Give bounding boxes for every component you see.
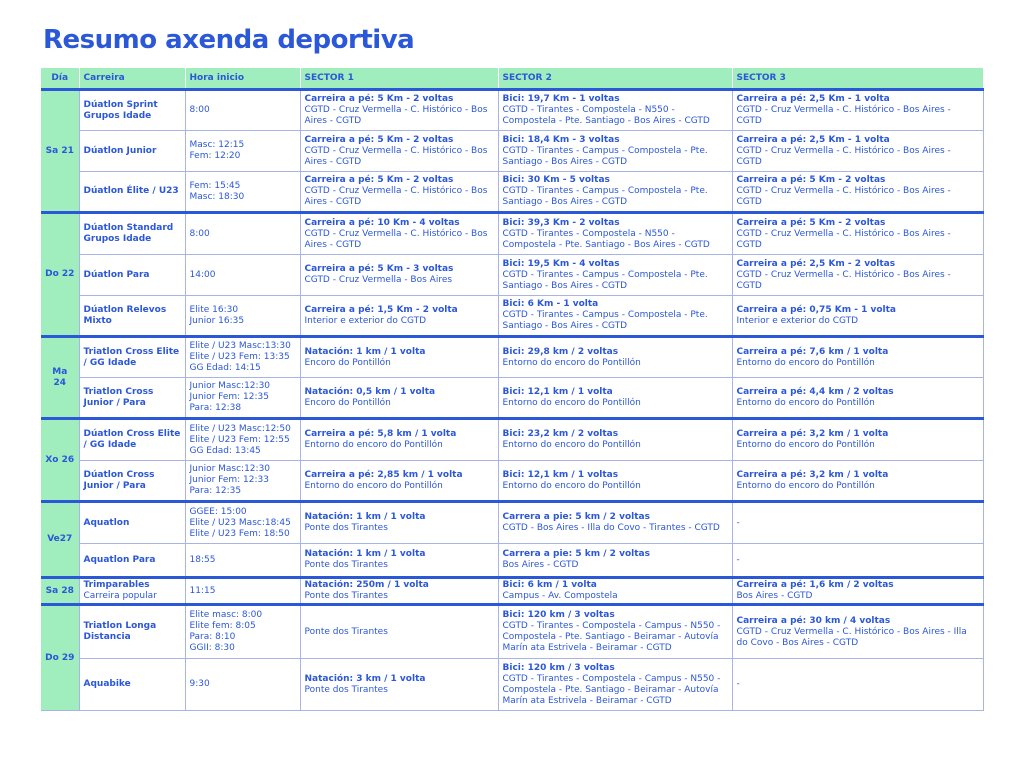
race-cell bbox=[79, 213, 185, 255]
table-row bbox=[41, 172, 983, 213]
sector-title: Natación: 1 km / 1 volta bbox=[304, 346, 426, 357]
sector-detail: CGTD - Cruz Vermella - Bos Aires bbox=[304, 275, 453, 285]
table-row bbox=[41, 131, 983, 172]
sector-title: Carreira a pé: 2,5 Km - 1 volta bbox=[736, 94, 890, 104]
sector-3-cell bbox=[732, 296, 983, 337]
sector-2-cell bbox=[498, 461, 732, 502]
sector-1-cell bbox=[300, 544, 498, 578]
table-row bbox=[41, 502, 983, 544]
sector-title: Bici: 30 Km - 5 voltas bbox=[502, 175, 610, 185]
start-time-cell: 8:00 bbox=[185, 213, 300, 255]
sector-detail: Entorno do encoro do Pontillón bbox=[502, 480, 641, 491]
sector-detail: CGTD - Tirantes - Campus - Compostela - Pte. Santiago - Bos Aires - CGTD bbox=[502, 186, 708, 207]
start-time-cell: 18:55 bbox=[185, 544, 300, 578]
sector-3-cell bbox=[732, 337, 983, 378]
sector-3-cell bbox=[732, 255, 983, 296]
table-row bbox=[41, 337, 983, 378]
table-row bbox=[41, 90, 983, 131]
sector-1-cell bbox=[300, 502, 498, 544]
table-row bbox=[41, 419, 983, 461]
race-cell bbox=[79, 255, 185, 296]
start-time-cell: 11:15 bbox=[185, 578, 300, 605]
start-time-cell: Masc: 12:15 Fem: 12:20 bbox=[185, 131, 300, 172]
race-name: Dúatlon Cross Junior / Para bbox=[83, 469, 155, 491]
race-cell bbox=[79, 502, 185, 544]
sector-detail: - bbox=[736, 679, 740, 689]
start-time-cell: Elite 16:30 Junior 16:35 bbox=[185, 296, 300, 337]
sector-3-cell bbox=[732, 502, 983, 544]
sector-detail: CGTD - Cruz Vermella - C. Histórico - Bos Aires - CGTD bbox=[304, 145, 488, 167]
start-time-cell: Elite / U23 Masc:12:50 Elite / U23 Fem: 12:55 GG Edad: 13:45 bbox=[185, 419, 300, 461]
sector-2-cell bbox=[498, 172, 732, 213]
start-time-cell: 8:00 bbox=[185, 90, 300, 131]
sector-1-cell bbox=[300, 255, 498, 296]
sector-title: Carreira a pé: 5 Km - 3 voltas bbox=[304, 264, 454, 274]
start-time-cell: Elite / U23 Masc:13:30 Elite / U23 Fem: 13:35 GG Edad: 14:15 bbox=[185, 337, 300, 378]
race-cell bbox=[79, 378, 185, 419]
sector-title: Carreira a pé: 5 Km - 2 voltas bbox=[304, 175, 454, 185]
day-cell: Do 22 bbox=[41, 213, 79, 337]
sector-title: Bici: 6 Km - 1 volta bbox=[502, 299, 599, 309]
header-sector-2: SECTOR 2 bbox=[498, 68, 732, 90]
sector-title: Carreira a pé: 2,5 Km - 2 voltas bbox=[736, 258, 896, 269]
sector-1-cell bbox=[300, 659, 498, 711]
sector-1-cell bbox=[300, 172, 498, 213]
sector-2-cell bbox=[498, 213, 732, 255]
sector-detail: Ponte dos Tirantes bbox=[304, 523, 388, 533]
sector-title: Bici: 23,2 km / 2 voltas bbox=[502, 429, 619, 439]
sector-title: Carreira a pé: 1,5 Km - 2 volta bbox=[304, 304, 458, 315]
race-name: Triatlon Longa Distancia bbox=[83, 621, 157, 642]
start-time-cell: Junior Masc:12:30 Junior Fem: 12:35 Para: 12:38 bbox=[185, 378, 300, 419]
start-time-cell: Fem: 15:45 Masc: 18:30 bbox=[185, 172, 300, 213]
sector-detail: Entorno do encoro do Pontillón bbox=[502, 397, 641, 408]
sector-3-cell bbox=[732, 172, 983, 213]
race-name: Dúatlon Para bbox=[83, 269, 150, 280]
day-cell: Sa 21 bbox=[41, 90, 79, 213]
sector-title: Carreira a pé: 2,85 km / 1 volta bbox=[304, 469, 463, 480]
header-race: Carreira bbox=[79, 68, 185, 90]
table-row bbox=[41, 378, 983, 419]
race-subtitle: Carreira popular bbox=[83, 591, 157, 601]
sector-title: Bici: 29,8 km / 2 voltas bbox=[502, 346, 619, 357]
start-time-cell: Elite masc: 8:00 Elite fem: 8:05 Para: 8:10 GGII: 8:30 bbox=[185, 605, 300, 659]
race-name: Triatlon Cross Elite / GG Idade bbox=[83, 346, 180, 368]
sector-title: Natación: 3 km / 1 volta bbox=[304, 673, 426, 684]
day-cell: Do 29 bbox=[41, 605, 79, 711]
sector-title: Carreira a pé: 4,4 km / 2 voltas bbox=[736, 386, 894, 397]
sector-detail: Campus - Av. Compostela bbox=[502, 591, 618, 601]
sector-3-cell bbox=[732, 605, 983, 659]
sector-1-cell bbox=[300, 213, 498, 255]
sector-1-cell bbox=[300, 131, 498, 172]
sector-detail: CGTD - Cruz Vermella - C. Histórico - Bos Aires - CGTD bbox=[736, 269, 951, 291]
race-name: Triatlon Cross Junior / Para bbox=[83, 386, 154, 408]
sector-title: Carreira a pé: 3,2 km / 1 volta bbox=[736, 469, 889, 480]
sector-detail: CGTD - Cruz Vermella - C. Histórico - Bos Aires - CGTD bbox=[304, 228, 488, 250]
sector-title: Natación: 1 km / 1 volta bbox=[304, 512, 426, 522]
sector-2-cell bbox=[498, 131, 732, 172]
sector-title: Bici: 120 km / 3 voltas bbox=[502, 662, 615, 673]
sector-detail: CGTD - Tirantes - Campus - Compostela - Pte. Santiago - Bos Aires - CGTD bbox=[502, 269, 708, 291]
sector-2-cell bbox=[498, 419, 732, 461]
sector-detail: CGTD - Tirantes - Compostela - Campus - N550 - Compostela - Pte. Santiago - Beiramar - Autovía Marín ata Estrivela - Beiramar - CGTD bbox=[502, 673, 721, 706]
race-name: Aquatlon bbox=[83, 517, 130, 528]
sector-title: Bici: 18,4 Km - 3 voltas bbox=[502, 134, 620, 145]
sector-detail: CGTD - Tirantes - Campus - Compostela - Pte. Santiago - Bos Aires - CGTD bbox=[502, 145, 708, 167]
sector-2-cell bbox=[498, 90, 732, 131]
race-cell bbox=[79, 90, 185, 131]
sector-1-cell bbox=[300, 578, 498, 605]
race-cell bbox=[79, 131, 185, 172]
sector-title: Bici: 12,1 km / 1 volta bbox=[502, 386, 613, 397]
sector-detail: Entorno do encoro do Pontillón bbox=[736, 357, 875, 368]
sector-detail: CGTD - Cruz Vermella - C. Histórico - Bos Aires - CGTD bbox=[736, 105, 951, 126]
race-name: Dúatlon Junior bbox=[83, 145, 157, 156]
sector-title: Carreira a pé: 7,6 km / 1 volta bbox=[736, 346, 889, 357]
sector-1-cell bbox=[300, 461, 498, 502]
schedule-body bbox=[41, 90, 983, 711]
race-name: Trimparables bbox=[83, 580, 150, 590]
sector-detail: Interior e exterior do CGTD bbox=[304, 315, 427, 326]
table-header-row bbox=[41, 68, 983, 90]
start-time-cell: 9:30 bbox=[185, 659, 300, 711]
race-cell bbox=[79, 544, 185, 578]
sector-detail: Entorno do encoro do Pontillón bbox=[736, 480, 875, 491]
table-row bbox=[41, 296, 983, 337]
race-cell bbox=[79, 172, 185, 213]
sector-title: Carreira a pé: 5,8 km / 1 volta bbox=[304, 429, 457, 439]
sector-title: Carreira a pé: 1,6 km / 2 voltas bbox=[736, 580, 894, 590]
race-name: Aquabike bbox=[83, 679, 131, 689]
table-row bbox=[41, 659, 983, 711]
sector-2-cell bbox=[498, 578, 732, 605]
sector-3-cell bbox=[732, 544, 983, 578]
sector-detail: - bbox=[736, 517, 740, 528]
sector-title: Carreira a pé: 10 Km - 4 voltas bbox=[304, 217, 460, 228]
start-time-cell: GGEE: 15:00 Elite / U23 Masc:18:45 Elite / U23 Fem: 18:50 bbox=[185, 502, 300, 544]
day-cell: Sa 28 bbox=[41, 578, 79, 605]
sector-detail: Interior e exterior do CGTD bbox=[736, 315, 859, 326]
page-title: Resumo axenda deportiva bbox=[43, 25, 415, 55]
sector-2-cell bbox=[498, 337, 732, 378]
race-name: Dúatlon Relevos Mixto bbox=[83, 304, 167, 326]
sector-1-cell bbox=[300, 337, 498, 378]
sector-title: Bici: 12,1 km / 1 voltas bbox=[502, 469, 619, 480]
sector-title: Carreira a pé: 5 Km - 2 voltas bbox=[736, 175, 886, 185]
sector-title: Natación: 1 km / 1 volta bbox=[304, 549, 426, 559]
sector-1-cell bbox=[300, 605, 498, 659]
sector-detail: Bos Aires - CGTD bbox=[736, 591, 813, 601]
sector-title: Carreira a pé: 2,5 Km - 1 volta bbox=[736, 134, 890, 145]
sector-2-cell bbox=[498, 605, 732, 659]
sector-3-cell bbox=[732, 131, 983, 172]
sector-1-cell bbox=[300, 90, 498, 131]
sector-detail: CGTD - Cruz Vermella - C. Histórico - Bos Aires - CGTD bbox=[304, 186, 488, 207]
sector-detail: CGTD - Cruz Vermella - C. Histórico - Bos Aires - CGTD bbox=[304, 105, 488, 126]
sector-detail: Bos Aires - CGTD bbox=[502, 560, 579, 570]
sector-detail: CGTD - Tirantes - Compostela - Campus - N550 - Compostela - Pte. Santiago - Beiramar - Autovía Marín ata Estrivela - Beiramar - CGTD bbox=[502, 621, 721, 653]
header-sector-3: SECTOR 3 bbox=[732, 68, 983, 90]
race-cell bbox=[79, 578, 185, 605]
race-cell bbox=[79, 419, 185, 461]
sector-detail: CGTD - Tirantes - Campus - Compostela - Pte. Santiago - Bos Aires - CGTD bbox=[502, 310, 708, 331]
sector-2-cell bbox=[498, 255, 732, 296]
sector-2-cell bbox=[498, 502, 732, 544]
sector-title: Carreira a pé: 0,75 Km - 1 volta bbox=[736, 304, 896, 315]
sector-3-cell bbox=[732, 419, 983, 461]
sector-1-cell bbox=[300, 378, 498, 419]
sector-title: Bici: 6 km / 1 volta bbox=[502, 580, 597, 590]
sector-detail: Ponte dos Tirantes bbox=[304, 684, 388, 695]
sector-detail: CGTD - Cruz Vermella - C. Histórico - Bos Aires - CGTD bbox=[736, 228, 951, 250]
race-cell bbox=[79, 659, 185, 711]
sector-title: Carrera a pie: 5 km / 2 voltas bbox=[502, 512, 650, 522]
sector-1-cell bbox=[300, 296, 498, 337]
sector-title: Carreira a pé: 30 km / 4 voltas bbox=[736, 615, 891, 626]
sector-2-cell bbox=[498, 544, 732, 578]
sector-detail: Entorno do encoro do Pontillón bbox=[304, 440, 443, 450]
race-cell bbox=[79, 605, 185, 659]
race-name: Dúatlon Cross Elite / GG Idade bbox=[83, 429, 181, 450]
sector-title: Bici: 120 km / 3 voltas bbox=[502, 610, 615, 620]
sector-title: Bici: 39,3 Km - 2 voltas bbox=[502, 217, 620, 228]
sector-detail: Encoro do Pontillón bbox=[304, 357, 391, 368]
header-sector-1: SECTOR 1 bbox=[300, 68, 498, 90]
header-day: Día bbox=[41, 68, 79, 90]
sector-3-cell bbox=[732, 461, 983, 502]
start-time-cell: Junior Masc:12:30 Junior Fem: 12:33 Para: 12:35 bbox=[185, 461, 300, 502]
race-name: Dúatlon Standard Grupos Idade bbox=[83, 223, 174, 244]
race-name: Dúatlon Sprint Grupos Idade bbox=[83, 99, 158, 121]
sector-2-cell bbox=[498, 659, 732, 711]
sector-detail: Entorno do encoro do Pontillón bbox=[736, 440, 875, 450]
day-cell: Xo 26 bbox=[41, 419, 79, 502]
day-cell: Ve27 bbox=[41, 502, 79, 578]
header-start-time: Hora inicio bbox=[185, 68, 300, 90]
sector-detail: Encoro do Pontillón bbox=[304, 397, 391, 408]
sector-2-cell bbox=[498, 378, 732, 419]
sector-detail: CGTD - Bos Aires - Illa do Covo - Tirantes - CGTD bbox=[502, 523, 720, 533]
sector-3-cell bbox=[732, 378, 983, 419]
table-row bbox=[41, 578, 983, 605]
sector-detail: CGTD - Cruz Vermella - C. Histórico - Bos Aires - CGTD bbox=[736, 145, 951, 167]
sector-3-cell bbox=[732, 659, 983, 711]
sector-detail: - bbox=[736, 554, 740, 565]
sector-detail: Ponte dos Tirantes bbox=[304, 560, 388, 570]
sector-detail: Entorno do encoro do Pontillón bbox=[502, 357, 641, 368]
sector-title: Carreira a pé: 5 Km - 2 voltas bbox=[304, 134, 454, 145]
sector-title: Carreira a pé: 5 Km - 2 voltas bbox=[736, 217, 886, 228]
sector-title: Carreira a pé: 5 Km - 2 voltas bbox=[304, 94, 454, 104]
table-row bbox=[41, 213, 983, 255]
sector-3-cell bbox=[732, 578, 983, 605]
sector-title: Bici: 19,7 Km - 1 voltas bbox=[502, 94, 620, 104]
sector-1-cell bbox=[300, 419, 498, 461]
table-row bbox=[41, 255, 983, 296]
sector-detail: CGTD - Tirantes - Compostela - N550 - Compostela - Pte. Santiago - Bos Aires - CGTD bbox=[502, 228, 710, 250]
schedule-table bbox=[41, 68, 984, 711]
sector-title: Bici: 19,5 Km - 4 voltas bbox=[502, 258, 620, 269]
sector-detail: CGTD - Cruz Vermella - C. Histórico - Bos Aires - Illa do Covo - Bos Aires - CGTD bbox=[736, 626, 967, 648]
sector-2-cell bbox=[498, 296, 732, 337]
race-cell bbox=[79, 337, 185, 378]
sector-3-cell bbox=[732, 213, 983, 255]
race-name: Dúatlon Élite / U23 bbox=[83, 186, 179, 196]
sector-3-cell bbox=[732, 90, 983, 131]
table-row bbox=[41, 605, 983, 659]
sector-title: Natación: 0,5 km / 1 volta bbox=[304, 386, 436, 397]
race-cell bbox=[79, 296, 185, 337]
day-cell: Ma 24 bbox=[41, 337, 79, 419]
table-row bbox=[41, 461, 983, 502]
table-row bbox=[41, 544, 983, 578]
start-time-cell: 14:00 bbox=[185, 255, 300, 296]
sector-detail: Entorno do encoro do Pontillón bbox=[736, 397, 875, 408]
sector-title: Carreira a pé: 3,2 km / 1 volta bbox=[736, 429, 889, 439]
sector-title: Natación: 250m / 1 volta bbox=[304, 580, 429, 590]
sector-detail: Ponte dos Tirantes bbox=[304, 591, 388, 601]
sector-detail: Ponte dos Tirantes bbox=[304, 626, 388, 637]
sector-detail: Entorno do encoro do Pontillón bbox=[304, 480, 443, 491]
race-name: Aquatlon Para bbox=[83, 554, 156, 565]
sector-title: Carrera a pie: 5 km / 2 voltas bbox=[502, 549, 650, 559]
sector-detail: CGTD - Cruz Vermella - C. Histórico - Bos Aires - CGTD bbox=[736, 186, 951, 207]
race-cell bbox=[79, 461, 185, 502]
sector-detail: CGTD - Tirantes - Compostela - N550 - Compostela - Pte. Santiago - Bos Aires - CGTD bbox=[502, 105, 710, 126]
sector-detail: Entorno do encoro do Pontillón bbox=[502, 440, 641, 450]
